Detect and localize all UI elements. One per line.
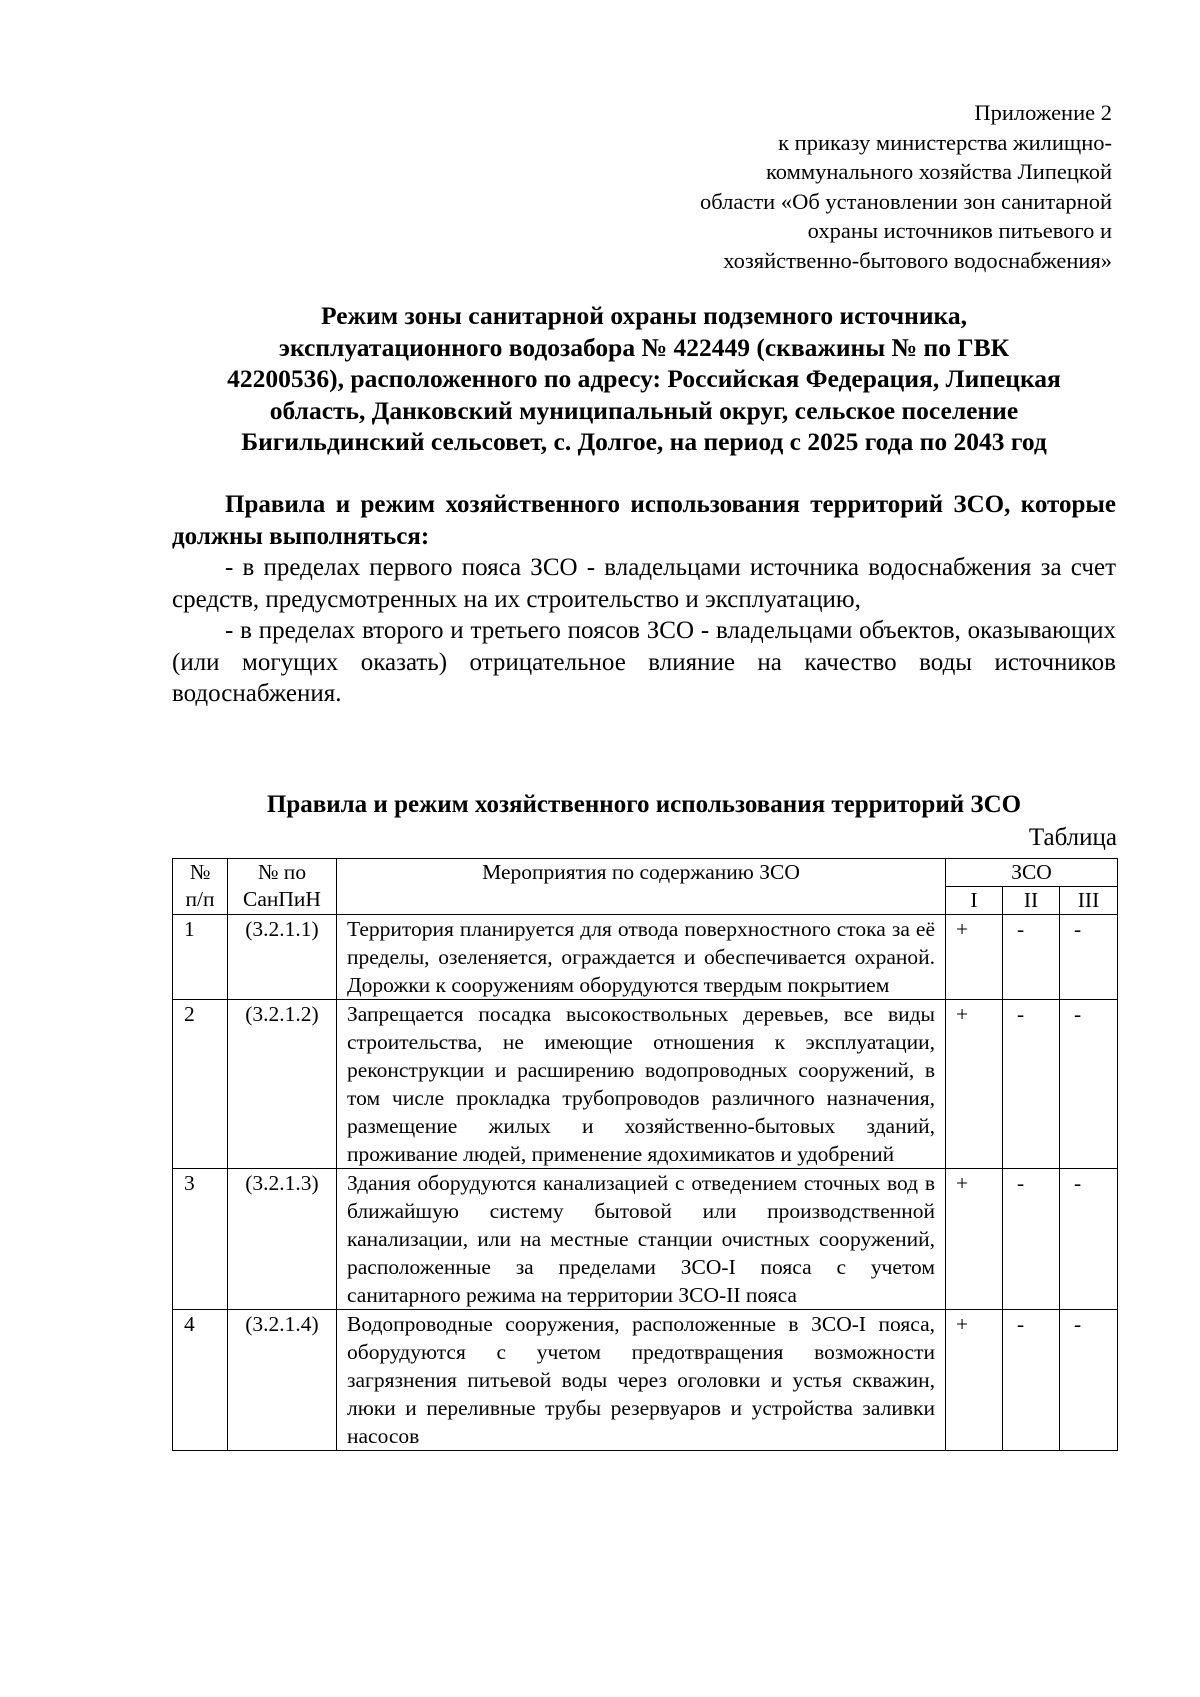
row-zone-1: + <box>946 915 1003 1000</box>
header-num: № п/п <box>173 859 228 915</box>
header-zone-3: III <box>1060 887 1118 915</box>
table-row <box>173 1310 1118 1451</box>
row-zone-1: + <box>946 1000 1003 1169</box>
row-sanpin-ref: (3.2.1.1) <box>228 915 337 1000</box>
table-row <box>173 1169 1118 1310</box>
title-line: Режим зоны санитарной охраны подземного источника, <box>321 301 967 330</box>
header-measure: Мероприятия по содержанию ЗСО <box>337 859 946 915</box>
title-line: 42200536), расположенного по адресу: Российская Федерация, Липецкая <box>227 364 1061 393</box>
row-num: 1 <box>173 915 228 1000</box>
appendix-note <box>700 98 1112 275</box>
row-zone-1: + <box>946 1310 1003 1451</box>
row-num: 4 <box>173 1310 228 1451</box>
row-measure: Здания оборудуются канализацией с отведением сточных вод в ближайшую систему бытовой или производственной канализации, или на местные станции очистных сооружений, расположенные за пределами ЗСО-I пояса с учетом санитарного режима на территории ЗСО-II пояса <box>337 1169 946 1310</box>
title-line: область, Данковский муниципальный округ, сельское поселение <box>269 395 1019 425</box>
title-line: Бигильдинский сельсовет, с. Долгое, на период с 2025 года по 2043 год <box>241 427 1047 456</box>
row-sanpin-ref: (3.2.1.2) <box>228 1000 337 1169</box>
row-zone-3: - <box>1060 1310 1118 1451</box>
row-zone-2: - <box>1003 1000 1060 1169</box>
appendix-line: области «Об установлении зон санитарной <box>700 188 1112 214</box>
rules-heading: Правила и режим хозяйственного использования территорий ЗСО, которые должны выполняться: <box>172 491 1116 550</box>
table-row <box>173 1000 1118 1169</box>
appendix-line: к приказу министерства жилищно- <box>778 129 1112 155</box>
appendix-line: коммунального хозяйства Липецкой <box>765 159 1112 184</box>
header-zso: ЗСО <box>946 859 1118 887</box>
appendix-line: хозяйственно-бытового водоснабжения» <box>723 247 1112 273</box>
rules-table <box>172 858 1118 1451</box>
table-title: Правила и режим хозяйственного использования территорий ЗСО <box>266 791 1022 818</box>
appendix-line: Приложение 2 <box>974 100 1112 125</box>
header-zone-2: II <box>1003 887 1060 915</box>
row-zone-2: - <box>1003 1310 1060 1451</box>
row-sanpin-ref: (3.2.1.3) <box>228 1169 337 1310</box>
appendix-line: охраны источников питьевого и <box>807 218 1112 243</box>
table-row <box>173 915 1118 1000</box>
document-title <box>172 300 1116 458</box>
header-zone-1: I <box>946 887 1003 915</box>
title-line: эксплуатационного водозабора № 422449 (скважины № по ГВК <box>278 332 1010 362</box>
row-sanpin-ref: (3.2.1.4) <box>228 1310 337 1451</box>
row-zone-2: - <box>1003 915 1060 1000</box>
row-zone-3: - <box>1060 1169 1118 1310</box>
rules-section <box>172 489 1116 710</box>
table-header-row <box>173 859 1118 887</box>
row-zone-3: - <box>1060 1000 1118 1169</box>
row-zone-2: - <box>1003 1169 1060 1310</box>
row-measure: Территория планируется для отвода поверхностного стока за её пределы, озеленяется, ограждается и обеспечивается охраной. Дорожки к сооружениям оборудуются твердым покрытием <box>337 915 946 1000</box>
header-sanpin: № по СанПиН <box>228 859 337 915</box>
rules-item-first-belt: - в пределах первого пояса ЗСО - владельцами источника водоснабжения за счет средств, предусмотренных на их строительство и эксплуатацию, <box>172 554 1116 613</box>
row-measure: Водопроводные сооружения, расположенные в ЗСО-I пояса, оборудуются с учетом предотвращения возможности загрязнения питьевой воды через оголовки и устья скважин, люки и переливные трубы резервуаров и устройства заливки насосов <box>337 1310 946 1451</box>
row-num: 3 <box>173 1169 228 1310</box>
rules-item-second-third-belt: - в пределах второго и третьего поясов ЗСО - владельцами объектов, оказывающих (или могущих оказать) отрицательное влияние на качество воды источников водоснабжения. <box>172 617 1116 707</box>
row-zone-3: - <box>1060 915 1118 1000</box>
row-num: 2 <box>173 1000 228 1169</box>
table-caption: Таблица <box>1028 824 1117 851</box>
row-measure: Запрещается посадка высокоствольных деревьев, все виды строительства, не имеющие отношения к эксплуатации, реконструкции и расширению водопроводных сооружений, в том числе прокладка трубопроводов различного назначения, размещение жилых и хозяйственно-бытовых зданий, проживание людей, применение ядохимикатов и удобрений <box>337 1000 946 1169</box>
row-zone-1: + <box>946 1169 1003 1310</box>
